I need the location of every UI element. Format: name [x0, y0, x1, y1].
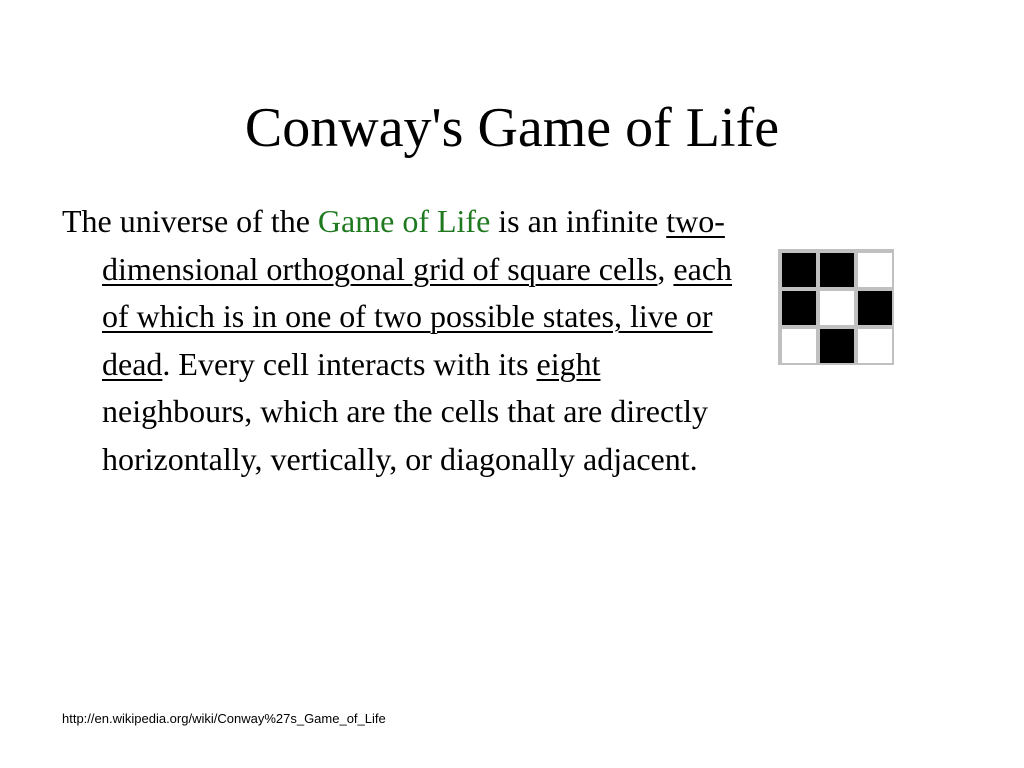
life-grid-illustration	[778, 249, 894, 365]
body-text-5: neighbours, which are the cells that are directly horizontally, vertically, or diagonally adjacent.	[102, 393, 708, 477]
live-cell	[782, 253, 816, 287]
body-paragraph	[62, 198, 742, 483]
grid-definition-link[interactable]: two-dimensional orthogonal grid of square cells	[102, 203, 725, 287]
eight-neighbours-link[interactable]: eight	[536, 345, 601, 382]
source-url-link[interactable]: http://en.wikipedia.org/wiki/Conway%27s_Game_of_Life	[62, 711, 386, 726]
body-text-4: . Every cell interacts with its	[162, 345, 537, 382]
live-cell	[820, 329, 854, 363]
body-text-3: ,	[657, 250, 674, 287]
live-cell	[858, 291, 892, 325]
live-cell	[782, 291, 816, 325]
dead-cell	[820, 291, 854, 325]
slide-title: Conway's Game of Life	[244, 97, 780, 159]
cell-states-link[interactable]: each of which is in one of two possible states, live or dead	[102, 250, 733, 382]
game-of-life-term: Game of Life	[317, 203, 491, 239]
body-text-2: is an infinite	[490, 203, 667, 239]
live-cell	[820, 253, 854, 287]
dead-cell	[858, 329, 892, 363]
dead-cell	[858, 253, 892, 287]
dead-cell	[782, 329, 816, 363]
body-text-1: The universe of the	[62, 203, 318, 239]
